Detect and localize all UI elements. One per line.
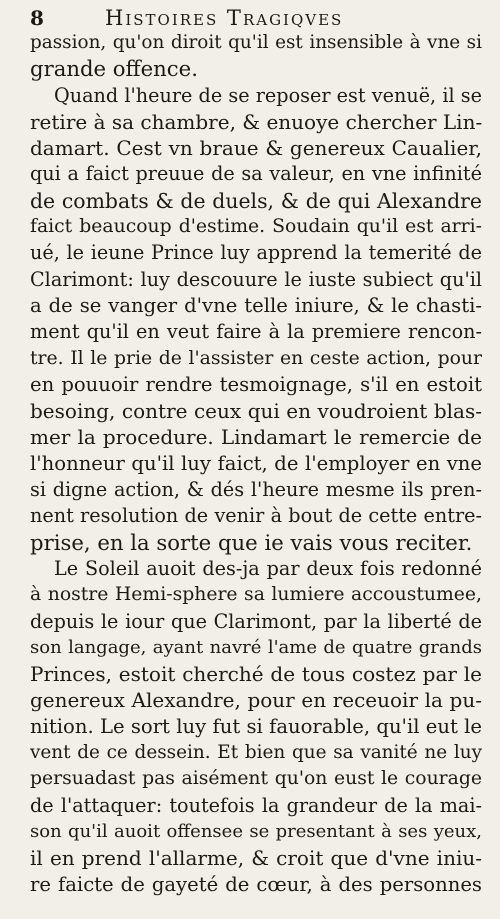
text-line: grande offence. [30,56,198,82]
text-line: si digne action, & dés l'heure mesme ils pren- [30,478,482,502]
text-line: ué, le ieune Prince luy apprend la temerité de [30,241,482,265]
text-line: re faicte de gayeté de cœur, à des personnes [30,872,482,896]
text-line: genereux Alexandre, pour en receuoir la pu- [30,688,482,713]
text-line: persuadast pas aisément qu'on eust le courage [30,768,482,790]
text-line: Clarimont: luy descouure le iuste subiect qu'il [30,267,482,291]
text-line: en pouuoir rendre tesmoignage, s'il en estoit [30,372,482,396]
text-line: faict beaucoup d'estime. Soudain qu'il est arri- [30,216,482,238]
text-line: son langage, ayant navré l'ame de quatre grands [30,636,482,658]
text-line: retire à sa chambre, & enuoye chercher Lin- [30,109,482,134]
text-line: a de se vanger d'vne telle iniure, & le chasti- [30,293,482,317]
text-line: mer la procedure. Lindamart le remercie de [30,425,482,450]
running-head: Histoires Tragiqves [105,6,344,30]
text-line: damart. Cest vn braue & genereux Caualier, [30,136,482,161]
page-number: 8 [30,6,44,30]
text-line: besoing, contre ceux qui en voudroient blas- [30,399,482,424]
text-line: Princes, estoit cherché de tous costez par le [30,662,482,687]
text-line: passion, qu'on diroit qu'il est insensible à vne si [30,32,482,53]
text-line: à nostre Hemi-sphere sa lumiere accoustumee, [30,584,482,606]
text-line: son qu'il auoit offensee se presentant à ses yeux, [30,820,482,842]
text-line: vent de ce dessein. Et bien que sa vanité ne luy [30,742,482,764]
text-line: nition. Le sort luy fut si fauorable, qu'il eut le [30,714,482,738]
text-line: qui a faict preuue de sa valeur, en vne infinité [30,162,482,186]
text-line: de l'attaquer: toutefois la grandeur de la mai- [30,793,482,817]
text-line: depuis le iour que Clarimont, par la liberté de [30,609,482,633]
text-line: il en prend l'allarme, & croit que d'vne iniu- [30,846,482,871]
text-line: l'honneur qu'il luy faict, de l'employer en vne [30,451,482,475]
text-line: de combats & de duels, & de qui Alexandre [30,188,482,213]
body-text [30,30,482,898]
text-line: prise, en la sorte que ie vais vous reciter. [30,529,473,555]
text-line: nent resolution de venir à bout de cette entre- [30,504,482,528]
text-line: Le Soleil auoit des-ja par deux fois redonné [54,556,482,580]
text-line: tre. Il le prie de l'assister en ceste action, pour [30,347,482,369]
text-line: ment qu'il en veut faire à la premiere rencon- [30,320,482,344]
text-line: Quand l'heure de se reposer est venuë, il se [54,83,482,107]
